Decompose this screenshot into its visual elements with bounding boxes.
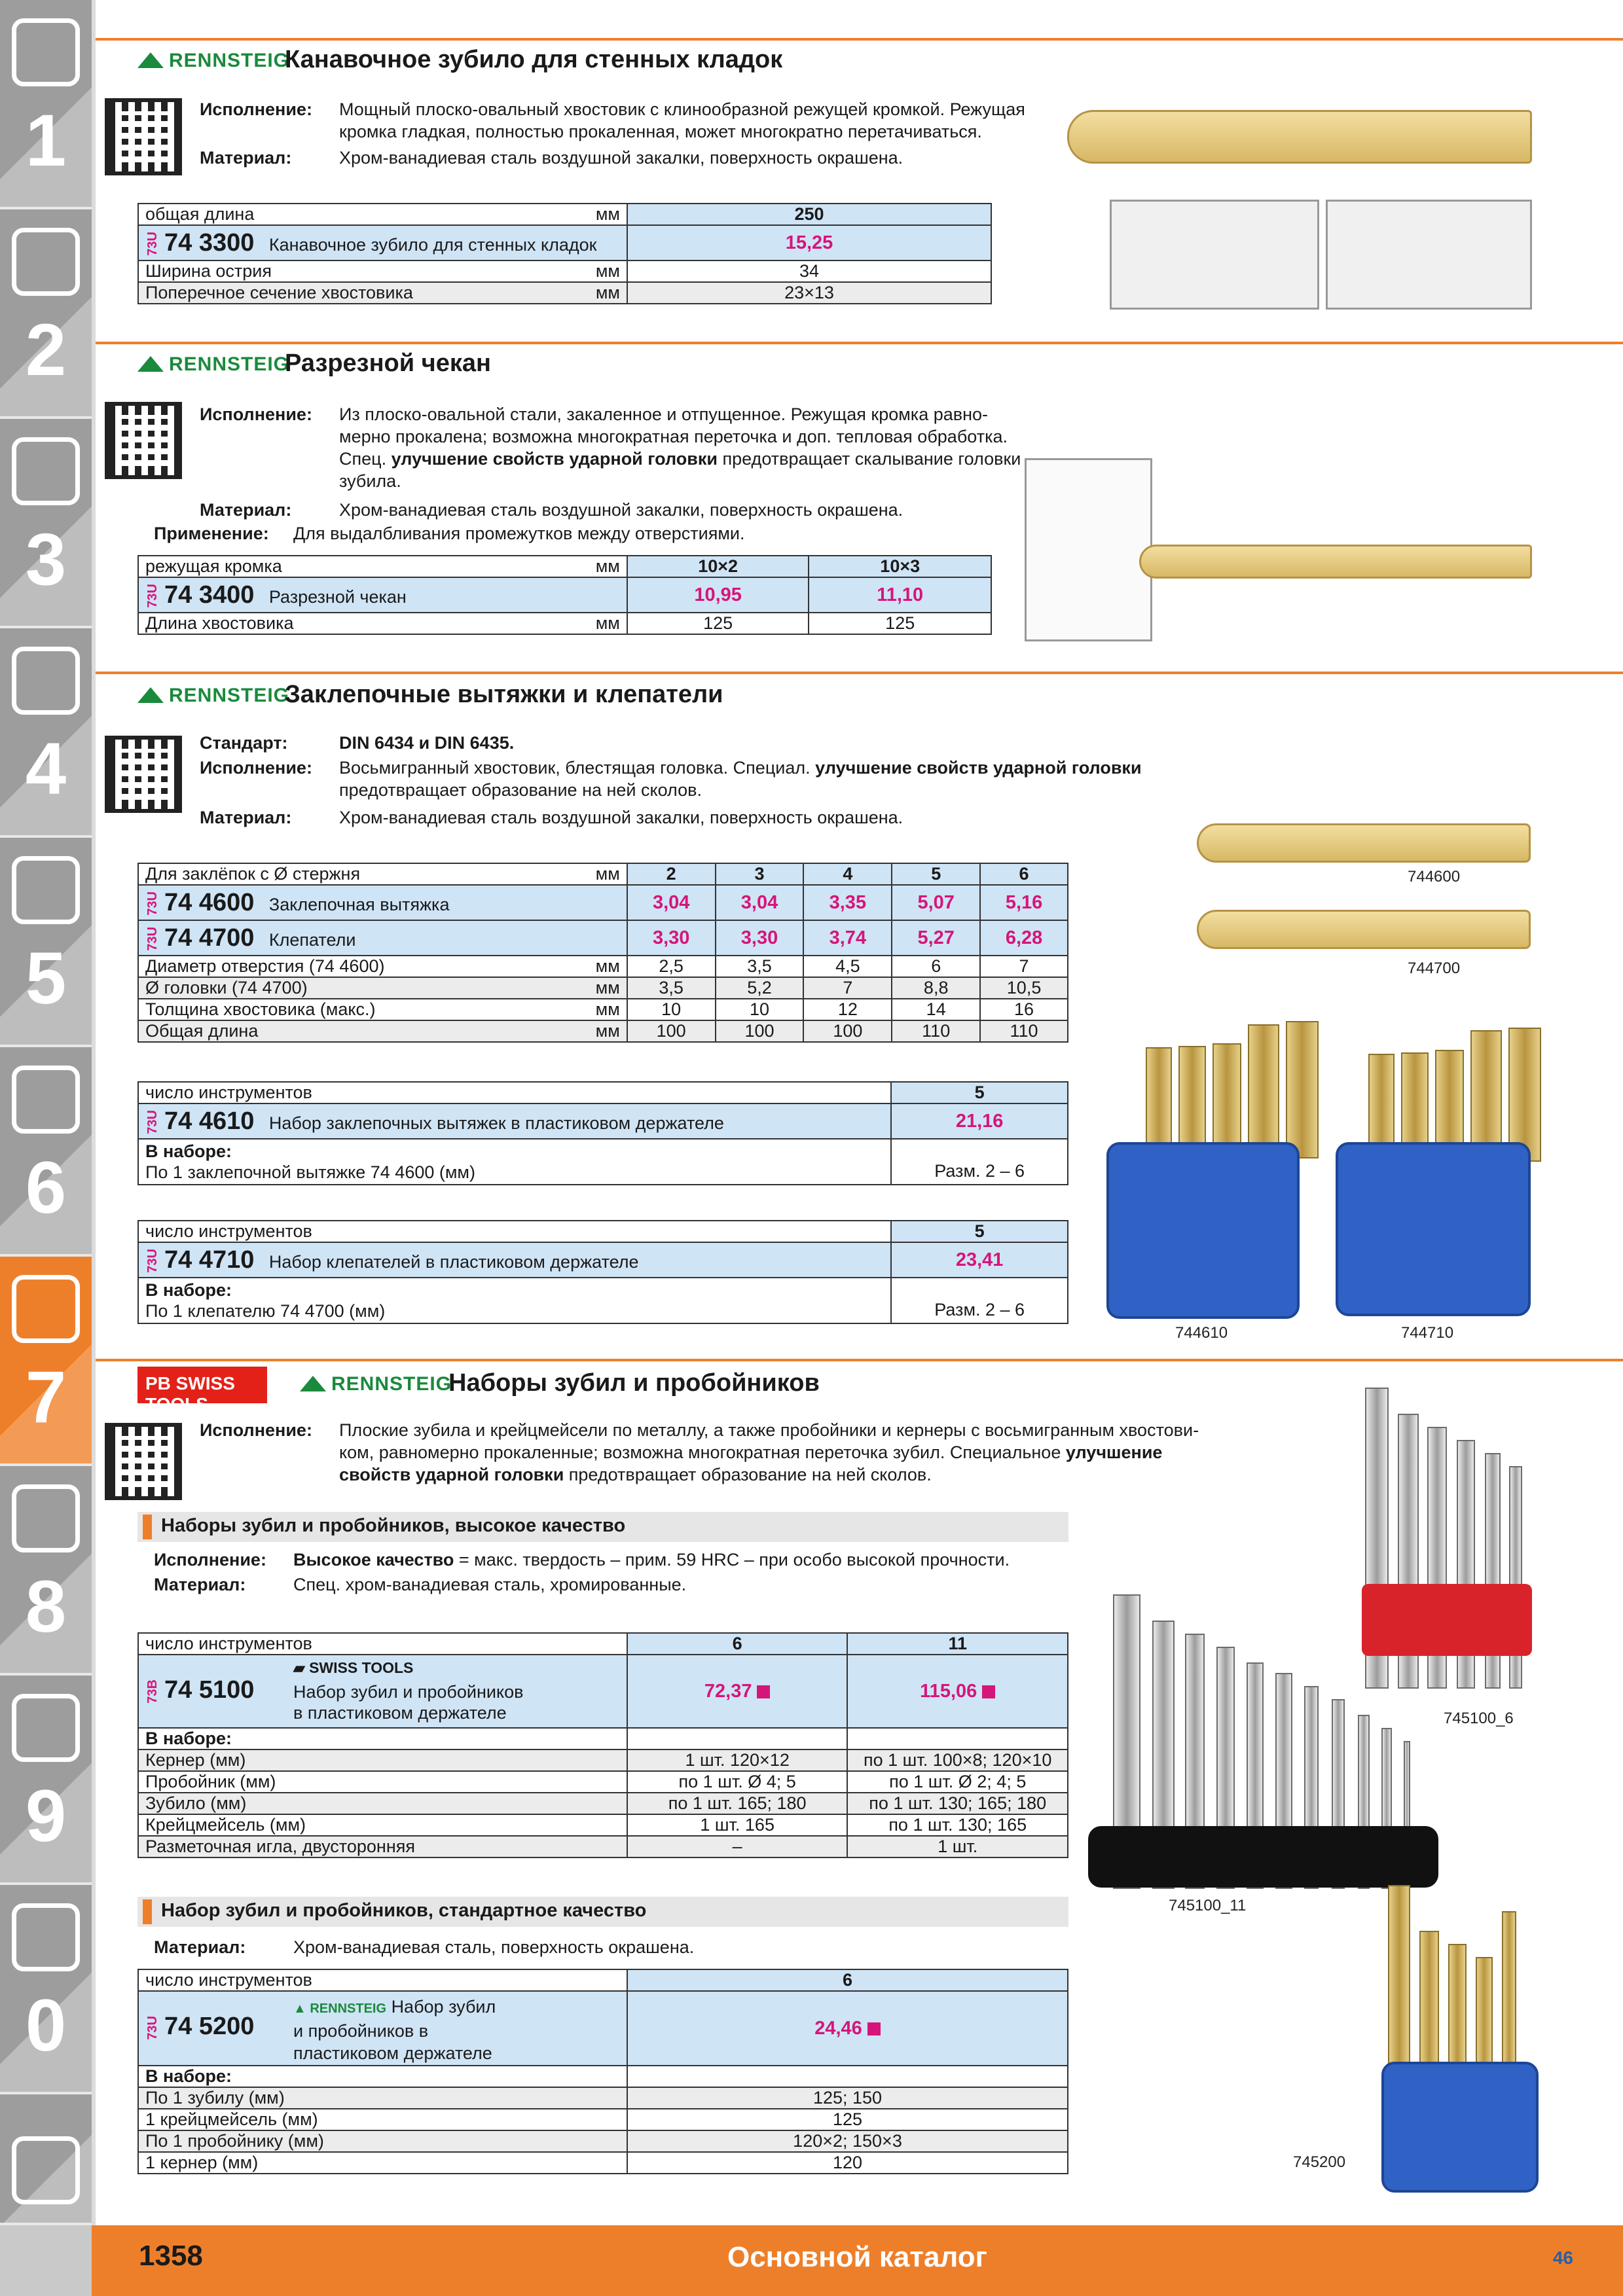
spec-label: общая длина (145, 204, 255, 224)
section-title: Разрезной чекан (285, 350, 491, 377)
exec-text: Из плоско-овальной стали, закаленное и отпущенное. Режущая кромка равно- (339, 404, 989, 424)
unit: мм (595, 283, 620, 302)
tool-holder-icon (12, 437, 80, 505)
section-title: Заклепочные вытяжки и клепатели (285, 681, 723, 708)
spec-value: 10 (627, 999, 716, 1020)
rivet-set-tool-image (1197, 823, 1531, 863)
material-text: Хром-ванадиевая сталь воздушной закалки, поверхность окрашена. (339, 148, 903, 168)
subsection-title: Набор зубил и пробойников, стандартное качество (137, 1897, 1068, 1927)
price: 115,06 (847, 1655, 1068, 1728)
price: 3,30 (627, 920, 716, 956)
spec-label: Общая длина (145, 1021, 259, 1041)
chapter-tab-7[interactable]: 7 (0, 1257, 92, 1466)
image-caption: 744710 (1401, 1324, 1454, 1342)
chapter-tab-8[interactable]: 8 (0, 1466, 92, 1676)
price: 3,35 (803, 885, 892, 920)
rennsteig-small-logo: ▲ RENNSTEIG (293, 2001, 387, 2016)
spec-value: 125; 150 (627, 2087, 1068, 2109)
price: 3,74 (803, 920, 892, 956)
article-number: 74 3300 (164, 228, 255, 257)
spec-value: 10×3 (809, 556, 991, 577)
article-number: 74 3400 (164, 581, 255, 609)
rennsteig-triangle-icon (137, 356, 164, 372)
material-label: Материал: (154, 1575, 246, 1594)
chapter-tab-3[interactable]: 3 (0, 419, 92, 628)
product-name: Набор клепателей в пластиковом держателе (268, 1251, 639, 1272)
image-caption: 744600 (1408, 868, 1461, 886)
chapter-tab-0[interactable]: 0 (0, 1885, 92, 2094)
exec-text: мерно прокалена; возможна многократная переточка и доп. тепловая обработка. (339, 427, 1008, 446)
exec-label: Исполнение: (200, 404, 312, 424)
spec-value: 1 шт. 165 (627, 1814, 848, 1836)
material-text: Хром-ванадиевая сталь, поверхность окрашена. (293, 1937, 695, 1957)
spec-value: 100 (803, 1020, 892, 1042)
spec-value: по 1 шт. 130; 165 (847, 1814, 1068, 1836)
chapter-tab-6[interactable]: 6 (0, 1047, 92, 1257)
spec-value: 6 (892, 956, 980, 977)
spec-label: По 1 пробойнику (мм) (138, 2130, 627, 2152)
price-group: 73U (145, 891, 160, 916)
usage-illustration-image (1025, 458, 1152, 641)
exec-text: свойств ударной головки предотвращает образование на ней сколов. (339, 1465, 932, 1484)
net-price-square-icon (867, 2022, 881, 2036)
image-caption: 745100_11 (1169, 1897, 1247, 1914)
spec-value: 6 (627, 1969, 1068, 1991)
spec-value: 125 (627, 2109, 1068, 2130)
price: 5,16 (980, 885, 1068, 920)
page-footer (92, 2225, 1623, 2296)
unit: мм (595, 556, 620, 576)
set-content-label: В наборе: (138, 1728, 627, 1749)
spec-label: Толщина хвостовика (макс.) (145, 999, 376, 1019)
product-name: Заклепочная вытяжка (268, 894, 450, 914)
set-table (137, 1081, 1068, 1185)
exec-label: Исполнение: (200, 758, 312, 778)
spec-value: 3,5 (627, 977, 716, 999)
unit: мм (595, 204, 620, 224)
spec-value: 110 (980, 1020, 1068, 1042)
price: 3,04 (716, 885, 804, 920)
section-divider (96, 1359, 1623, 1361)
tab-separator (92, 0, 96, 2225)
rennsteig-logo: RENNSTEIG (137, 50, 289, 72)
exec-label: Исполнение: (200, 1420, 312, 1440)
unit: мм (595, 999, 620, 1019)
set-content-label: В наборе: (138, 2066, 627, 2087)
chapter-tab-5[interactable]: 5 (0, 838, 92, 1047)
price: 72,37 (627, 1655, 848, 1728)
spec-label: число инструментов (138, 1221, 891, 1242)
rivet-snap-tool-image (1197, 910, 1531, 949)
material-text: Хром-ванадиевая сталь воздушной закалки, поверхность окрашена. (339, 500, 903, 520)
product-table (137, 863, 1068, 1043)
material-label: Материал: (154, 1937, 246, 1957)
chapter-tab-9[interactable]: 9 (0, 1676, 92, 1885)
spec-value: 5 (891, 1082, 1068, 1103)
image-caption: 744610 (1175, 1324, 1228, 1342)
spec-value: 10×2 (627, 556, 809, 577)
caliper-icon (12, 647, 80, 715)
usage-illustration-image (1110, 200, 1319, 310)
spec-label: Разметочная игла, двусторонняя (138, 1836, 627, 1857)
price-group: 73B (145, 1679, 160, 1704)
chapter-tab-info[interactable] (0, 2094, 92, 2225)
chapter-tab-2[interactable]: 2 (0, 209, 92, 419)
material-label: Материал: (200, 148, 292, 168)
exec-text: зубила. (339, 471, 401, 491)
spec-value: 120×2; 150×3 (627, 2130, 1068, 2152)
section-title: Наборы зубил и пробойников (448, 1369, 820, 1397)
grinding-disc-icon (12, 856, 80, 924)
spec-label: Ширина острия (145, 261, 272, 281)
table-row[interactable] (138, 225, 991, 260)
price: 11,10 (809, 577, 991, 613)
chapter-tab-strip (0, 0, 92, 2296)
wrench-icon (12, 1066, 80, 1134)
exec-label: Исполнение: (200, 99, 312, 119)
spec-value: 34 (627, 260, 991, 282)
product-name: Клепатели (268, 929, 356, 950)
rennsteig-triangle-icon (300, 1376, 326, 1391)
spec-value: 10,5 (980, 977, 1068, 999)
price-group: 73U (145, 584, 160, 608)
rennsteig-triangle-icon (137, 52, 164, 68)
spec-value: 4,5 (803, 956, 892, 977)
unit: мм (595, 261, 620, 281)
spec-label: число инструментов (138, 1633, 627, 1655)
product-name: Набор зубил (391, 1997, 496, 2017)
price-group: 73U (145, 1249, 160, 1273)
spec-label: Ø головки (74 4700) (145, 978, 308, 997)
price: 10,95 (627, 577, 809, 613)
swiss-tools-brand: ▰ SWISS TOOLS (293, 1659, 414, 1676)
product-name: в пластиковом держателе (293, 1703, 507, 1723)
spec-value: 8,8 (892, 977, 980, 999)
table-row[interactable] (138, 1655, 1068, 1728)
table-row[interactable] (138, 920, 1068, 956)
spec-value: Разм. 2 – 6 (891, 1139, 1068, 1185)
spec-value: 7 (980, 956, 1068, 977)
catalog-title: Основной каталог (727, 2241, 987, 2273)
rennsteig-triangle-icon (137, 687, 164, 703)
spec-value: 5,2 (716, 977, 804, 999)
spec-value: 7 (803, 977, 892, 999)
qr-code-icon[interactable] (105, 402, 182, 479)
unit: мм (595, 978, 620, 997)
spec-value: 1 шт. 120×12 (627, 1749, 848, 1771)
spec-label: Для заклёпок с Ø стержня (145, 864, 361, 884)
spec-label: число инструментов (138, 1969, 627, 1991)
spec-label: Кернер (мм) (138, 1749, 627, 1771)
article-number: 74 4610 (164, 1107, 255, 1135)
product-table (137, 203, 992, 304)
article-number: 74 4710 (164, 1246, 255, 1274)
price: 3,04 (627, 885, 716, 920)
material-label: Материал: (200, 808, 292, 827)
unit: мм (595, 1021, 620, 1041)
table-row[interactable] (138, 1242, 1068, 1278)
image-caption: 745200 (1293, 2153, 1346, 2171)
set-table (137, 1220, 1068, 1324)
spec-value: – (627, 1836, 848, 1857)
standard-text: DIN 6434 и DIN 6435. (339, 733, 515, 753)
qr-code-icon[interactable] (105, 1423, 182, 1500)
exec-text: Восьмигранный хвостовик, блестящая головка. Специал. улучшение свойств ударной головки (339, 758, 1142, 778)
cutting-insert-icon (12, 228, 80, 296)
exec-label: Исполнение: (154, 1550, 266, 1570)
image-caption: 744700 (1408, 960, 1461, 977)
spec-value: 6 (627, 1633, 848, 1655)
pliers-icon (12, 1275, 80, 1343)
rennsteig-logo: RENNSTEIG (300, 1373, 452, 1395)
price: 23,41 (891, 1242, 1068, 1278)
table-row[interactable] (138, 885, 1068, 920)
catalog-version: 46 (1552, 2248, 1573, 2268)
spec-value: 110 (892, 1020, 980, 1042)
spec-value: 1 шт. (847, 1836, 1068, 1857)
set-content-label: В наборе: (145, 1280, 232, 1300)
price: 21,16 (891, 1103, 1068, 1139)
spec-label: 1 крейцмейсель (мм) (138, 2109, 627, 2130)
material-text: Спец. хром-ванадиевая сталь, хромированные. (293, 1575, 687, 1594)
spec-label: Зубило (мм) (138, 1793, 627, 1814)
standard-label: Стандарт: (200, 733, 288, 753)
application-label: Применение: (154, 524, 269, 543)
spec-value: по 1 шт. Ø 4; 5 (627, 1771, 848, 1793)
spec-value: 250 (627, 204, 991, 225)
table-row[interactable] (138, 577, 991, 613)
image-caption: 745100_6 (1444, 1710, 1514, 1727)
price: 24,46 (627, 1991, 1068, 2066)
price: 5,07 (892, 885, 980, 920)
spec-value: 14 (892, 999, 980, 1020)
spec-value: 125 (809, 613, 991, 634)
product-name: Канавочное зубило для стенных кладок (268, 234, 597, 255)
product-table (137, 1632, 1068, 1858)
spec-value: 11 (847, 1633, 1068, 1655)
cutting-chisel-image (1139, 545, 1532, 579)
exec-text: Высокое качество = макс. твердость – прим. 59 HRC – при особо высокой прочности. (293, 1550, 1010, 1570)
groove-chisel-image (1067, 110, 1532, 164)
spec-label: число инструментов (138, 1082, 891, 1103)
price: 3,30 (716, 920, 804, 956)
size-header: 6 (980, 863, 1068, 885)
product-name: пластиковом держателе (293, 2043, 492, 2063)
spec-value: 100 (716, 1020, 804, 1042)
product-name: и пробойников в (293, 2021, 429, 2041)
product-name: Разрезной чекан (268, 586, 407, 607)
size-header: 4 (803, 863, 892, 885)
exec-text: предотвращает образование на ней сколов. (339, 780, 702, 800)
net-price-square-icon (757, 1685, 770, 1698)
spec-value: по 1 шт. 130; 165; 180 (847, 1793, 1068, 1814)
safety-goggles-icon (12, 1903, 80, 1971)
application-text: Для выдалбливания промежутков между отверстиями. (293, 524, 745, 543)
spec-value: 12 (803, 999, 892, 1020)
set-content-label: В наборе: (145, 1141, 232, 1161)
chapter-tab-4[interactable]: 4 (0, 628, 92, 838)
qr-code-icon[interactable] (105, 98, 182, 175)
table-row[interactable] (138, 1991, 1068, 2066)
size-header: 2 (627, 863, 716, 885)
size-header: 3 (716, 863, 804, 885)
spec-label: Длина хвостовика (145, 613, 294, 633)
size-header: 5 (892, 863, 980, 885)
spec-value: 2,5 (627, 956, 716, 977)
price-group: 73U (145, 232, 160, 256)
spec-value: 10 (716, 999, 804, 1020)
spec-value: 5 (891, 1221, 1068, 1242)
product-name: Набор заклепочных вытяжек в пластиковом держателе (268, 1113, 724, 1133)
exec-text: Плоские зубила и крейцмейсели по металлу, а также пробойники и кернеры с восьмигранным хвостови- (339, 1420, 1199, 1440)
drill-bit-icon (12, 18, 80, 86)
section-divider (96, 672, 1623, 674)
net-price-square-icon (982, 1685, 995, 1698)
rennsteig-logo: RENNSTEIG (137, 353, 289, 376)
tool-cabinet-icon (12, 1694, 80, 1762)
spec-value: 100 (627, 1020, 716, 1042)
spec-label: Диаметр отверстия (74 4600) (145, 956, 385, 976)
unit: мм (595, 864, 620, 884)
set-content: По 1 заклепочной вытяжке 74 4600 (мм) (145, 1162, 475, 1182)
rennsteig-logo: RENNSTEIG (137, 685, 289, 707)
spec-value: по 1 шт. Ø 2; 4; 5 (847, 1771, 1068, 1793)
price: 5,27 (892, 920, 980, 956)
price-group: 73U (145, 1110, 160, 1134)
price-group: 73U (145, 927, 160, 951)
page-number: 1358 (139, 2240, 203, 2272)
exec-text: Спец. улучшение свойств ударной головки предотвращает скалывание головки (339, 449, 1021, 469)
article-number: 74 5100 (164, 1676, 255, 1704)
article-number: 74 4600 (164, 888, 255, 916)
spec-label: 1 кернер (мм) (138, 2152, 627, 2174)
article-number: 74 5200 (164, 2013, 255, 2040)
spec-label: Поперечное сечение хвостовика (145, 283, 413, 302)
spec-label: Крейцмейсель (мм) (138, 1814, 627, 1836)
spec-label: По 1 зубилу (мм) (138, 2087, 627, 2109)
product-name: Набор зубил и пробойников (293, 1682, 524, 1702)
unit: мм (595, 956, 620, 976)
price: 15,25 (627, 225, 991, 260)
pb-swiss-tools-logo: PB SWISS TOOLS (137, 1367, 267, 1403)
spec-value: 16 (980, 999, 1068, 1020)
chapter-tab-1[interactable]: 1 (0, 0, 92, 209)
exec-text: Мощный плоско-овальный хвостовик с клинообразной режущей кромкой. Режущая (339, 99, 1025, 119)
usage-illustration-image (1326, 200, 1532, 310)
exec-text: ком, равномерно прокаленные; возможна многократная переточка зубил. Специальное улучшение (339, 1443, 1163, 1462)
price: 6,28 (980, 920, 1068, 956)
price-group: 73U (145, 2015, 160, 2040)
toolbox-icon (12, 1484, 80, 1552)
spec-value: 23×13 (627, 282, 991, 304)
info-icon (12, 2136, 80, 2204)
section-title: Канавочное зубило для стенных кладок (285, 46, 783, 73)
section-divider (96, 38, 1623, 41)
article-number: 74 4700 (164, 924, 255, 952)
spec-value: 125 (627, 613, 809, 634)
spec-value: по 1 шт. 165; 180 (627, 1793, 848, 1814)
subsection-title: Наборы зубил и пробойников, высокое качество (137, 1512, 1068, 1542)
spec-value: 3,5 (716, 956, 804, 977)
table-row[interactable] (138, 1103, 1068, 1139)
spec-value: 120 (627, 2152, 1068, 2174)
set-content: По 1 клепателю 74 4700 (мм) (145, 1301, 386, 1321)
material-text: Хром-ванадиевая сталь воздушной закалки, поверхность окрашена. (339, 808, 903, 827)
spec-label: Пробойник (мм) (138, 1771, 627, 1793)
section-divider (96, 342, 1623, 344)
unit: мм (595, 613, 620, 633)
exec-text: кромка гладкая, полностью прокаленная, может многократно перетачиваться. (339, 122, 982, 141)
spec-value: Разм. 2 – 6 (891, 1278, 1068, 1323)
qr-code-icon[interactable] (105, 736, 182, 813)
product-table (137, 555, 992, 635)
spec-label: режущая кромка (145, 556, 282, 576)
material-label: Материал: (200, 500, 292, 520)
product-table (137, 1969, 1068, 2174)
spec-value: по 1 шт. 100×8; 120×10 (847, 1749, 1068, 1771)
